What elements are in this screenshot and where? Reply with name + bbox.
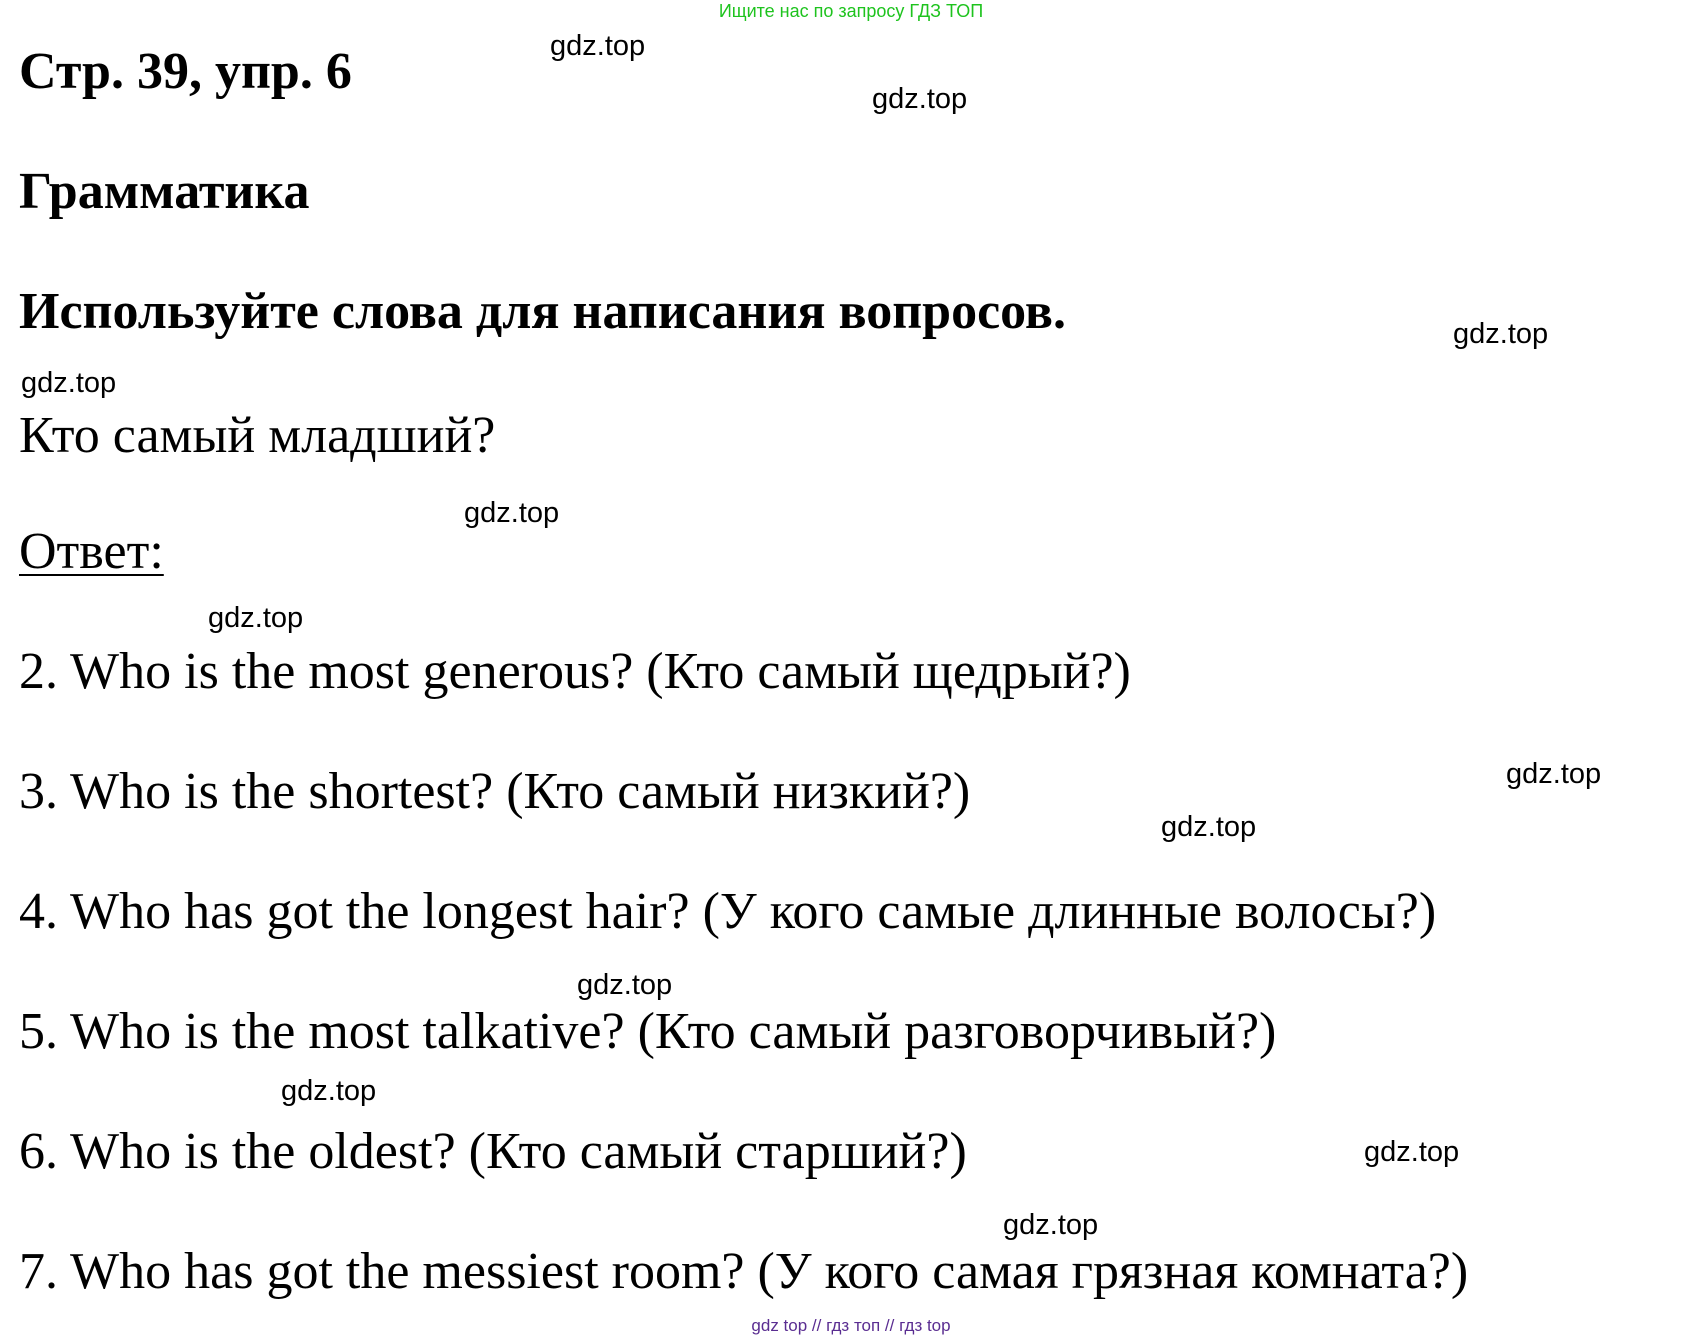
watermark: gdz.top [1161, 811, 1257, 843]
top-banner: Ищите нас по запросу ГДЗ ТОП [718, 1, 984, 21]
watermark: gdz.top [1453, 318, 1549, 350]
answer-item: 7. Who has got the messiest room? (У кого самая грязная комната?) [19, 1243, 1469, 1300]
watermark: gdz.top [577, 969, 673, 1001]
answer-item: 3. Who is the shortest? (Кто самый низкий?) [19, 763, 971, 820]
watermark: gdz.top [872, 83, 968, 115]
watermark: gdz.top [1003, 1209, 1099, 1241]
watermark: gdz.top [550, 30, 646, 62]
watermark: gdz.top [1506, 758, 1602, 790]
exercise-instruction: Используйте слова для написания вопросов. [19, 283, 1066, 340]
example-question: Кто самый младший? [19, 407, 496, 464]
watermark: gdz.top [208, 602, 304, 634]
answer-label: Ответ: [19, 523, 164, 580]
answer-item: 2. Who is the most generous? (Кто самый щедрый?) [19, 643, 1131, 700]
watermark: gdz.top [464, 497, 560, 529]
footer-links: gdz top // гдз топ // гдз top [751, 1316, 951, 1335]
page-title: Стр. 39, упр. 6 [19, 43, 352, 100]
watermark: gdz.top [21, 367, 117, 399]
section-heading: Грамматика [19, 163, 310, 220]
answer-item: 4. Who has got the longest hair? (У кого самые длинные волосы?) [19, 883, 1437, 940]
watermark: gdz.top [1364, 1136, 1460, 1168]
answer-item: 6. Who is the oldest? (Кто самый старший?) [19, 1123, 967, 1180]
answer-item: 5. Who is the most talkative? (Кто самый разговорчивый?) [19, 1003, 1277, 1060]
watermark: gdz.top [281, 1075, 377, 1107]
